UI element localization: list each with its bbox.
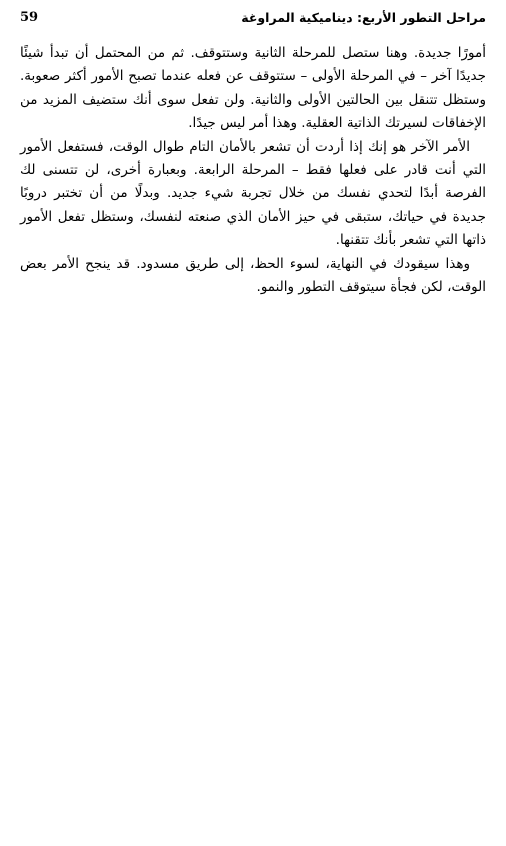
running-header (20, 8, 486, 28)
paragraph-3: وهذا سيقودك في النهاية، لسوء الحظ، إلى طريق مسدود. قد ينجح الأمر بعض الوقت، لكن فجأة سيتوقف التطور والنمو. (20, 255, 486, 296)
chapter-title: مراحل التطور الأربع: ديناميكية المراوغة (241, 10, 486, 25)
paragraph-1: أمورًا جديدة. وهنا ستصل للمرحلة الثانية وستتوقف. ثم من المحتمل أن تبدأ شيئًا جديدًا آخر – في المرحلة الأولى – ستتوقف عن فعله عندما تصبح الأمور أكثر صعوبة. وستظل تتنقل بين الحالتين الأولى والثانية. ولن تفعل سوى أنك ستضيف المزيد من الإخفاقات لسيرتك الذاتية العقلية. وهذا أمر ليس جيدًا. (20, 45, 486, 132)
page-number: 59 (20, 10, 39, 25)
paragraph-2: الأمر الآخر هو إنك إذا أردت أن تشعر بالأمان التام طوال الوقت، فستفعل الأمور التي أنت قادر على فعلها فقط – المرحلة الرابعة. وبعبارة أخرى، لن تتسنى لك الفرصة أبدًا لتحدي نفسك من خلال تجربة شيء جديد. وبدلًا من أن تختبر دروبًا جديدة في حياتك، ستبقى في حيز الأمان الذي صنعته لنفسك، وستظل تفعل الأمور ذاتها التي تشعر بأنك تتقنها. (20, 138, 486, 249)
body-text (20, 42, 486, 299)
